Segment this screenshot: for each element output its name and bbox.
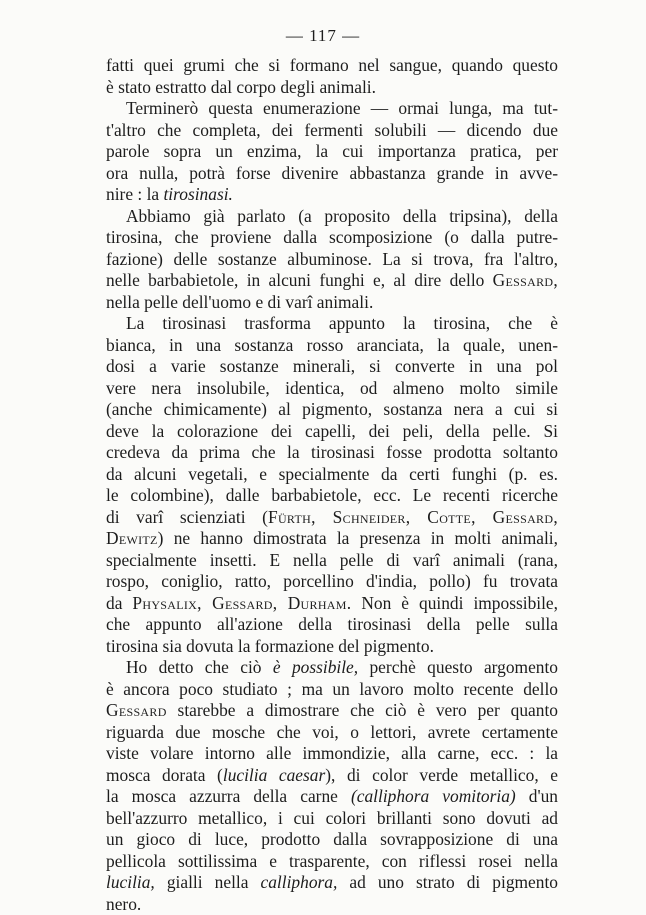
text-line: La tirosinasi trasforma appunto la tirosina, che è (106, 313, 558, 335)
text-line (106, 270, 558, 292)
text-fragment: mosca dorata ( (106, 765, 223, 785)
text-line (106, 872, 558, 894)
text-fragment: Ho detto che ciò (126, 657, 273, 677)
text-line: nero. (106, 894, 558, 915)
text-line: le colombine), dalle barbabietole, ecc. Le recenti ricerche (106, 485, 558, 507)
text-line: Terminerò questa enumerazione — ormai lunga, ma tut- (106, 98, 558, 120)
text-fragment: di varî scienziati ( (106, 507, 268, 527)
text-line (106, 786, 558, 808)
text-line: nella pelle dell'uomo e di varî animali. (106, 292, 558, 314)
text-fragment: perchè questo argomento (358, 657, 558, 677)
text-line (106, 765, 558, 787)
italic-term: lucilia, (106, 872, 155, 892)
text-fragment: starebbe a dimostrare che ciò è vero per quanto (167, 700, 558, 720)
text-line (106, 507, 558, 529)
text-line: riguarda due mosche che voi, o lettori, avrete certamente (106, 722, 558, 744)
text-fragment: la mosca azzurra della carne (106, 786, 351, 806)
text-line: t'altro che completa, dei fermenti solubili — dicendo due (106, 120, 558, 142)
text-line: parole sopra un enzima, la cui importanza pratica, per (106, 141, 558, 163)
text-fragment: d'un (516, 786, 558, 806)
text-line: vere nera insolubile, identica, od almeno molto simile (106, 378, 558, 400)
text-fragment: nelle barbabietole, in alcuni funghi e, al dire dello (106, 270, 493, 290)
text-line: fazione) delle sostanze albuminose. La si trova, fra l'altro, (106, 249, 558, 271)
text-fragment: Non è quindi impossibile, (351, 593, 558, 613)
text-line: da alcuni vegetali, e specialmente da certi funghi (p. es. (106, 464, 558, 486)
text-line: Abbiamo già parlato (a proposito della tripsina), della (106, 206, 558, 228)
text-line (106, 657, 558, 679)
text-fragment: gialli nella (155, 872, 261, 892)
text-fragment: nire : la (106, 184, 163, 204)
text-line: è ancora poco studiato ; ma un lavoro molto recente dello (106, 679, 558, 701)
text-fragment: ) ne hanno dimostrata la presenza in molti animali, (158, 528, 558, 548)
italic-term: calliphora, (261, 872, 338, 892)
text-fragment: ad uno strato di pigmento (337, 872, 558, 892)
text-line: ora nulla, potrà forse divenire abbastanza grande in avve- (106, 163, 558, 185)
small-caps-name: Gessard, (493, 270, 558, 290)
text-line: è stato estratto dal corpo degli animali. (106, 77, 558, 99)
text-line: che appunto all'azione della tirosinasi della pelle sulla (106, 614, 558, 636)
small-caps-name: Dewitz (106, 528, 158, 548)
text-line: un gioco di luce, prodotto dalla sovrapposizione di una (106, 829, 558, 851)
small-caps-name: Physalix, Gessard, Durham. (132, 593, 351, 613)
body-text (106, 55, 558, 915)
text-line: rospo, coniglio, ratto, porcellino d'india, pollo) fu trovata (106, 571, 558, 593)
text-line: fatti quei grumi che si formano nel sangue, quando questo (106, 55, 558, 77)
text-line: bell'azzurro metallico, i cui colori brillanti sono dovuti ad (106, 808, 558, 830)
text-line (106, 700, 558, 722)
text-line: pellicola sottilissima e trasparente, con riflessi rosei nella (106, 851, 558, 873)
text-fragment: da (106, 593, 132, 613)
small-caps-name: Fürth, Schneider, Cotte, Gessard, (268, 507, 558, 527)
italic-term: è possibile, (273, 657, 358, 677)
text-line: deve la colorazione dei capelli, dei peli, della pelle. Si (106, 421, 558, 443)
text-line: tirosina, che proviene dalla scomposizione (o dalla putre- (106, 227, 558, 249)
italic-term: tirosinasi. (163, 184, 232, 204)
text-line: tirosina sia dovuta la formazione del pigmento. (106, 636, 558, 658)
text-fragment: ), di color verde metallico, e (325, 765, 558, 785)
text-line: credeva da prima che la tirosinasi fosse prodotta soltanto (106, 442, 558, 464)
italic-term: (calliphora vomitoria) (351, 786, 516, 806)
italic-term: lucilia caesar (223, 765, 325, 785)
text-line: dosi a varie sostanze minerali, si converte in una pol (106, 356, 558, 378)
page-number: — 117 — (0, 26, 646, 46)
text-line (106, 593, 558, 615)
text-line: specialmente insetti. E nella pelle di varî animali (rana, (106, 550, 558, 572)
text-line: bianca, in una sostanza rosso aranciata, la quale, unen- (106, 335, 558, 357)
text-line: viste volare intorno alle immondizie, alla carne, ecc. : la (106, 743, 558, 765)
small-caps-name: Gessard (106, 700, 167, 720)
text-line (106, 184, 558, 206)
text-line: (anche chimicamente) al pigmento, sostanza nera a cui si (106, 399, 558, 421)
text-line (106, 528, 558, 550)
